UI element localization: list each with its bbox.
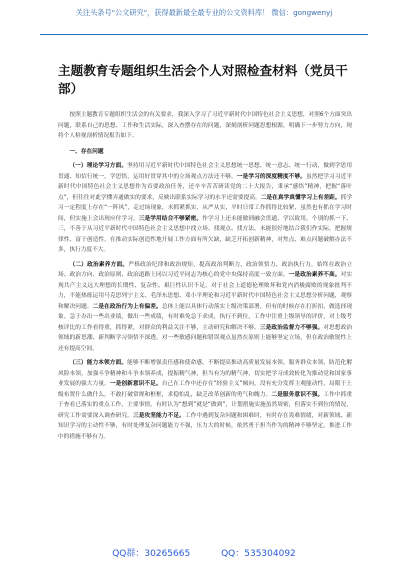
subheading-political-quality: （二）政治素养方面。 <box>69 261 129 268</box>
banner-divider <box>40 34 368 35</box>
subheading-theory-study: （一）理论学习方面。 <box>69 163 128 169</box>
footer-contacts <box>0 546 408 559</box>
paragraph-political-quality: （二）政治素养方面。严格政治纪律和政治规矩，提高政治判断力、政治领悟力、政治执行力，始终在政治立场、政治方向、政治原则、政治道路上同以习近平同志为核心的党中央保持高度一致方面。一是政治素养不高。对实现共产主义远大理想的长期性、复杂性、艰巨性认识不足，对于社会上道德伦理败坏和党内消极腐败的现象批判不力，不能热练运用马克思列宁主义、毛泽东思想、邓小平理论和习近平新时代中国特色社会主义思想分析问题，观察和解决问题。二是在政治行为上有偏差。总体上能以具体行动落实上级决策部署，但有的时候存在打折扣、做选择现象。急于办出一些出业绩，做出一些成绩，有时难免急于求成，执行不到位，工作中注重上级领导的评价，对上级考核评比的工作看得重，抓得紧，对群众的利益关注不够，主动研究和解决不够。三是政治监督力不够强。对思想政治领域的新思潮、新判断学习领悟不深透，对一些敏感问题和错误观点虽然在原则上能够坚定立场，但在政治敏锐性上还有提高空间。 <box>58 261 353 352</box>
qq-group-text: QQ群：30265665 <box>112 549 191 559</box>
banner-text: 关注头条号"公文研究"，获得最新最全最专业的公文资料库！ 微信：gongwenyj <box>75 8 333 17</box>
subheading-ability: （三）能力本领方面。 <box>69 360 128 366</box>
section-heading: 一、存在问题 <box>69 148 104 155</box>
paragraph-ability: （三）能力本领方面。能够不断增强责任感和使命感，不断提高推动高质量发展本领、服务群众本领、防范化解风险本领，加强斗争精神和斗争本领养成，提振精气神，担当有为的精气神，切实把学习成效转化为推动党和国家事业发展的强大力量。一是创新意识不足。自己在工作中还存在“经验主义”倾向，没有充分发挥主观能动性，局限于上级布置什么做什么，不敢打破常规和框框，求稳怕乱，缺乏改革创新的勇气和魄力。二是服务意识不强。工作中抓重于查看已落实的重点工作，主要事情，有时认为“想到”就是“做到”，计划措施实施虽然周密，但落实不到位的情况，研究工作需要深入调查研究。三是攻坚能力不足。工作中遇到复杂问题和困难时，有时存在畏难情绪，对新领域、新知识学习的主动性不够，有时处理复杂问题能力不强，压力大的时候，依然勇于担当作为的精神不够坚定，推进工作中的措施不够有力。 <box>58 360 353 440</box>
top-banner <box>0 0 408 26</box>
qq-text: QQ：535304092 <box>221 549 296 559</box>
intro-paragraph: 按照主题教育专题组织生活会的有关要求，我深入学习了习近平新时代中国特色社会主义思想，对照6个方面突出问题，联系自己的思想、工作和生活实际，深入查摆存在的问题，深刻剖析问题思想根源，明确下一步努力方向，现将个人检视剖析情况报告如下。 <box>58 112 352 139</box>
document-body <box>58 110 352 442</box>
document-title: 主题教育专题组织生活会个人对照检查材料（党员干部） <box>58 63 348 96</box>
paragraph-theory-study: （一）理论学习方面。坚持用习近平新时代中国特色社会主义思想统一思想、统一意志、统一行动，做到学思用贯通、知信行统一，学思悟，运用好贯穿其中的立场观点方法还不够。一是学习的深度精度不够。虽然把学习习近平新时代中国特色社会主义思想作为首要政治任务，还辛辛苦苦研读党的二十大报告，秉承“感悟”精神，把握“落叶点”，但往往对此学懂弄通做实的要求，反映出联系实际学习的水平还需要提高。二是在真学真懂学习上有差距。抓学习一定程度上存在“一阵风”，走过场现象，未抓紧抓实，从严从实、平时日常工作抓得比较紧，虽然也有抓在学习时间，但实施上会出现应付学习。三是学用结合不够紧密。作学习上还未能做到融会贯通、学以致用，个别的抓一下、三，不善于从习近平新时代中国特色社会主义思想中找立场、找观点、找方法，未能很好地结合我们作实际，把握规律性、富于创造性，在推动实际创造性地开展工作方面有所欠缺，缺乏开拓创新精神，对焦点、难点问题破解办法不多，执行力度不大。 <box>58 163 353 253</box>
